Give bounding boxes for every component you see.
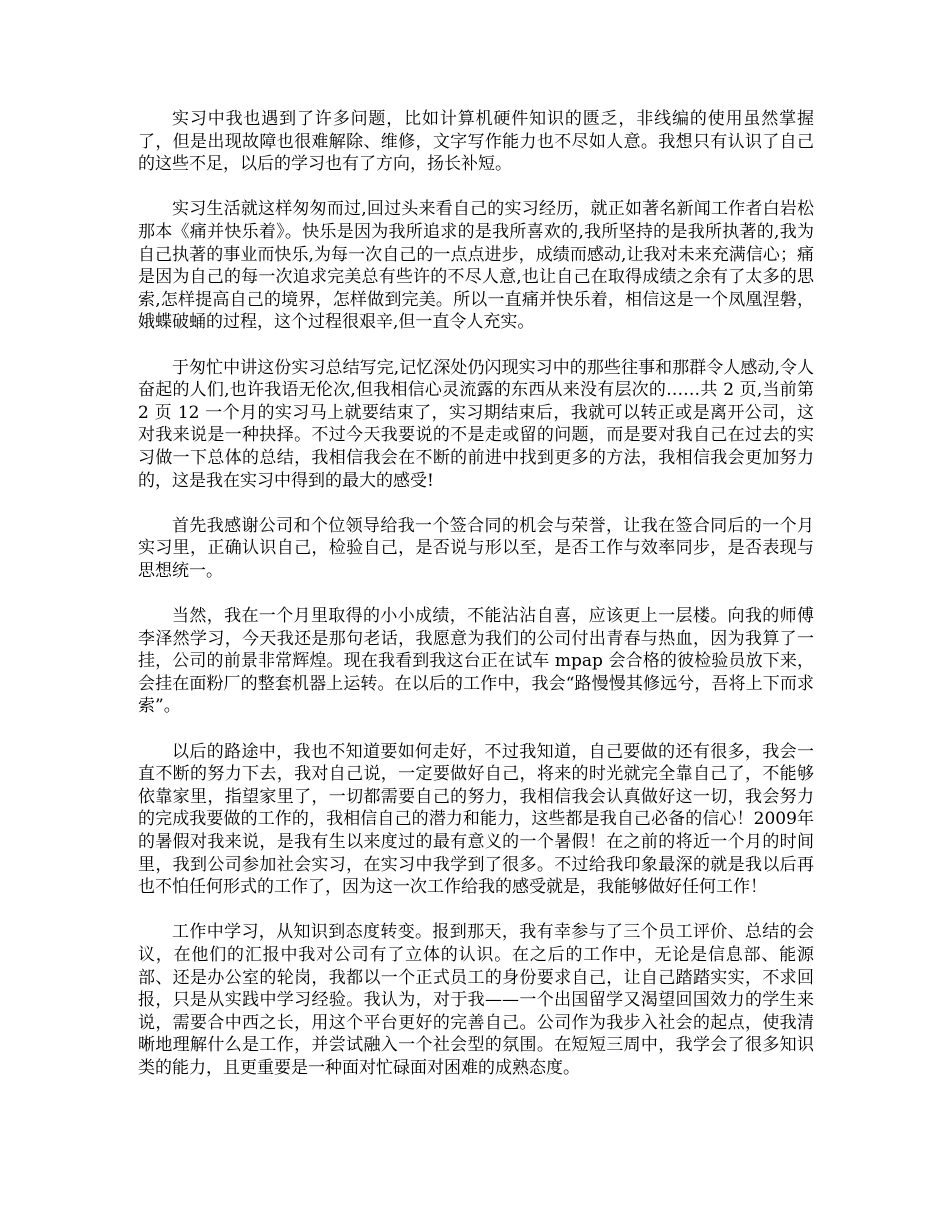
paragraph-pain-and-joy: 实习生活就这样匆匆而过,回过头来看自己的实习经历，就正如著名新闻工作者白岩松那本《痛并快乐着》。快乐是因为我所追求的是我所喜欢的,我所坚持的是我所执著的,我为自己执著的事业而快乐,为每一次自己的一点点进步，成绩而感动,让我对未来充满信心；痛是因为自己的每一次追求完美总有些许的不尽人意,也让自己在取得成绩之余有了太多的思索,怎样提高自己的境界，怎样做到完美。所以一直痛并快乐着，相信这是一个凤凰涅磐，娥蝶破蛹的过程，这个过程很艰辛,但一直令人充实。 [138, 199, 814, 333]
paragraph-internship-problems: 实习中我也遇到了许多问题，比如计算机硬件知识的匮乏，非线编的使用虽然掌握了，但是出现故障也很难解除、维修，文字写作能力也不尽如人意。我想只有认识了自己的这些不足，以后的学习也有了方向，扬长补短。 [138, 109, 814, 175]
paragraph-future-path: 以后的路途中，我也不知道要如何走好，不过我知道，自己要做的还有很多，我会一直不断的努力下去，我对自己说，一定要做好自己，将来的时光就完全靠自己了，不能够依靠家里，指望家里了，一切都需要自己的努力，我相信我会认真做好这一切，我会努力的完成我要做的工作的，我相信自己的潜力和能力，这些都是我自己必备的信心！2009年的暑假对我来说，是我有生以来度过的最有意义的一个暑假！在之前的将近一个月的时间里，我到公司参加社会实习，在实习中我学到了很多。不过给我印象最深的就是我以后再也不怕任何形式的工作了，因为这一次工作给我的感受就是，我能够做好任何工作！ [138, 741, 814, 898]
document-page [138, 108, 814, 1102]
paragraph-thanks: 首先我感谢公司和个位领导给我一个签合同的机会与荣誉，让我在签合同后的一个月实习里，正确认识自己，检验自己，是否说与形以至，是否工作与效率同步，是否表现与思想统一。 [138, 515, 814, 581]
paragraph-summary-written: 于匆忙中讲这份实习总结写完,记忆深处仍闪现实习中的那些往事和那群令人感动,令人奋起的人们,也许我语无伦次,但我相信心灵流露的东西从来没有层次的……共 2 页,当前第 2 页 12 一个月的实习马上就要结束了，实习期结束后，我就可以转正或是离开公司，这对我来说是一种抉择。不过今天我要说的不是走或留的问题，而是要对我自己在过去的实习做一下总体的总结，我相信我会在不断的前进中找到更多的方法，我相信我会更加努力的，这是我在实习中得到的最大的感受! [138, 357, 814, 491]
paragraph-achievements: 当然，我在一个月里取得的小小成绩，不能沾沾自喜，应该更上一层楼。向我的师傅李泽然学习，今天我还是那句老话，我愿意为我们的公司付出青春与热血，因为我算了一挂，公司的前景非常辉煌。现在我看到我这台正在试车 mpap 会合格的彼检验员放下来，会挂在面粉厂的整套机器上运转。在以后的工作中，我会“路慢慢其修远兮，吾将上下而求索”。 [138, 606, 814, 717]
paragraph-learning-at-work: 工作中学习，从知识到态度转变。报到那天，我有幸参与了三个员工评价、总结的会议，在他们的汇报中我对公司有了立体的认识。在之后的工作中，无论是信息部、能源部、还是办公室的轮岗，我都以一个正式员工的身份要求自己，让自己踏踏实实，不求回报，只是从实践中学习经验。我认为，对于我——一个出国留学又渴望回国效力的学生来说，需要合中西之长，用这个平台更好的完善自己。公司作为我步入社会的起点，使我清晰地理解什么是工作，并尝试融入一个社会型的氛围。在短短三周中，我学会了很多知识类的能力，且更重要是一种面对忙碌面对困难的成熟态度。 [138, 922, 814, 1078]
